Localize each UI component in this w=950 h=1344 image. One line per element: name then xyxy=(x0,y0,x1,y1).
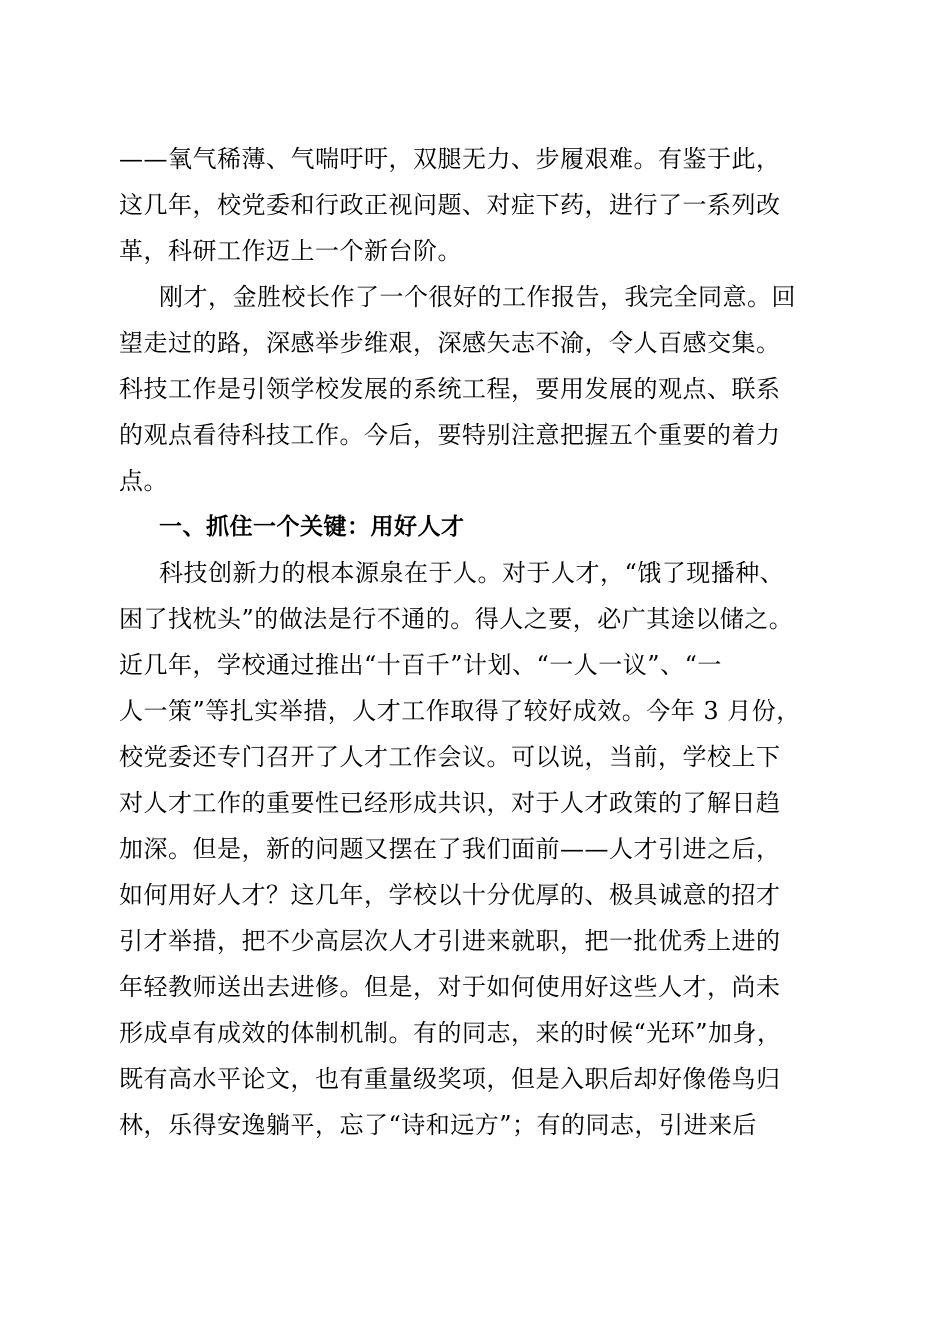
body-text-line: 科技创新力的根本源泉在于人。对于人才，“饿了现播种、 xyxy=(159,559,785,587)
body-text-line: 既有高水平论文，也有重量级奖项，但是入职后却好像倦鸟归 xyxy=(119,1065,781,1093)
body-text-line: 点。 xyxy=(119,467,168,495)
body-text-line: 形成卓有成效的体制机制。有的同志，来的时候“光环”加身， xyxy=(119,1019,782,1047)
body-text-line: 这几年，校党委和行政正视问题、对症下药，进行了一系列改 xyxy=(119,191,781,219)
body-text-line: 革，科研工作迈上一个新台阶。 xyxy=(119,237,462,265)
body-text-line: 科技工作是引领学校发展的系统工程，要用发展的观点、联系 xyxy=(119,375,781,403)
body-text-line: 刚才，金胜校长作了一个很好的工作报告，我完全同意。回 xyxy=(159,283,796,311)
body-text-line: 校党委还专门召开了人才工作会议。可以说，当前，学校上下 xyxy=(119,743,781,771)
document-body xyxy=(119,136,831,1148)
body-text-line: 困了找枕头”的做法是行不通的。得人之要，必广其途以储之。 xyxy=(119,605,794,633)
body-text-line: 人一策”等扎实举措，人才工作取得了较好成效。今年 3 月份， xyxy=(119,697,801,725)
body-text-line: 如何用好人才？这几年，学校以十分优厚的、极具诚意的招才 xyxy=(119,881,781,909)
body-text-line: 引才举措，把不少高层次人才引进来就职，把一批优秀上进的 xyxy=(119,927,781,955)
body-text-line: 年轻教师送出去进修。但是，对于如何使用好这些人才，尚未 xyxy=(119,973,781,1001)
body-text-line: 加深。但是，新的问题又摆在了我们面前——人才引进之后， xyxy=(119,835,781,863)
body-text-line: ——氧气稀薄、气喘吁吁，双腿无力、步履艰难。有鉴于此， xyxy=(119,145,781,173)
body-text-line: 望走过的路，深感举步维艰，深感矢志不渝，令人百感交集。 xyxy=(119,329,781,357)
body-text-line: 的观点看待科技工作。今后，要特别注意把握五个重要的着力 xyxy=(119,421,781,449)
body-text-line: 近几年，学校通过推出“十百千”计划、“一人一议”、“一 xyxy=(119,651,722,679)
body-text-line: 林，乐得安逸躺平，忘了“诗和远方”；有的同志，引进来后 xyxy=(119,1111,758,1139)
body-text-line: 对人才工作的重要性已经形成共识，对于人才政策的了解日趋 xyxy=(119,789,781,817)
section-heading: 一、抓住一个关键：用好人才 xyxy=(159,514,465,540)
